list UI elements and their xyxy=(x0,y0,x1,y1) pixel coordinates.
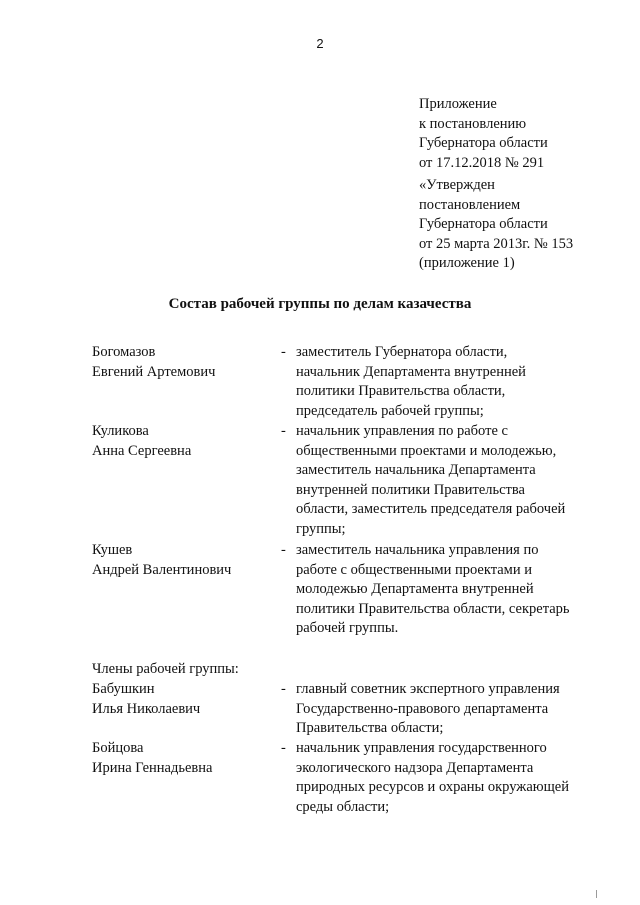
role-line: группы; xyxy=(296,520,346,537)
role-line: заместитель начальника управления по xyxy=(296,542,539,558)
appendix-line: к постановлению xyxy=(419,115,527,132)
role-line: молодежью Департамента внутренней xyxy=(296,581,534,598)
approved-line: (приложение 1) xyxy=(419,255,515,271)
member-given-names: Евгений Артемович xyxy=(92,363,216,380)
member-given-names: Анна Сергеевна xyxy=(92,442,192,459)
member-given-names: Ирина Геннадьевна xyxy=(92,759,213,776)
separator-dash: - xyxy=(281,542,286,558)
member-name xyxy=(92,739,282,778)
member-surname: Бойцова xyxy=(92,740,144,756)
role-line: общественными проектами и молодежью, xyxy=(296,442,557,459)
role-line: внутренней политики Правительства xyxy=(296,481,525,498)
appendix-line: Губернатора области xyxy=(419,135,548,151)
member-given-names: Андрей Валентинович xyxy=(92,561,232,578)
member-surname: Богомазов xyxy=(92,344,156,360)
members-section-label: Члены рабочей группы: xyxy=(92,661,239,677)
role-line: политики Правительства области, xyxy=(296,383,506,400)
member-name xyxy=(92,422,282,461)
appendix-line: Приложение xyxy=(419,96,497,112)
role-line: экологического надзора Департамента xyxy=(296,759,534,776)
approved-line: от 25 марта 2013г. № 153 xyxy=(419,235,574,252)
member-role xyxy=(296,343,596,421)
appendix-block xyxy=(419,95,548,173)
member-role xyxy=(296,739,596,817)
role-line: председатель рабочей группы; xyxy=(296,402,484,419)
role-line: среды области; xyxy=(296,798,390,815)
role-line: работе с общественными проектами и xyxy=(296,561,532,578)
separator-dash: - xyxy=(281,740,286,756)
approved-line: Губернатора области xyxy=(419,216,548,232)
document-title: Состав рабочей группы по делам казачества xyxy=(168,296,472,312)
approved-block xyxy=(419,176,573,274)
role-line: области, заместитель председателя рабочей xyxy=(296,501,566,518)
approved-line: постановлением xyxy=(419,196,521,213)
member-name xyxy=(92,343,282,382)
member-name xyxy=(92,680,282,719)
page-number: 2 xyxy=(316,36,324,51)
role-line: политики Правительства области, секретарь xyxy=(296,600,570,617)
role-line: Правительства области; xyxy=(296,720,444,737)
scan-edge-mark xyxy=(596,890,597,898)
member-role xyxy=(296,541,596,639)
role-line: начальник управления государственного xyxy=(296,740,547,756)
member-surname: Куликова xyxy=(92,423,149,439)
separator-dash: - xyxy=(281,344,286,360)
role-line: Государственно-правового департамента xyxy=(296,700,549,717)
role-line: рабочей группы. xyxy=(296,620,399,637)
approved-line: «Утвержден xyxy=(419,177,495,193)
member-role xyxy=(296,680,596,739)
member-surname: Кушев xyxy=(92,542,133,558)
member-role xyxy=(296,422,596,540)
role-line: начальник управления по работе с xyxy=(296,423,508,439)
member-given-names: Илья Николаевич xyxy=(92,700,201,717)
separator-dash: - xyxy=(281,423,286,439)
role-line: начальник Департамента внутренней xyxy=(296,363,526,380)
role-line: заместитель начальника Департамента xyxy=(296,462,536,479)
separator-dash: - xyxy=(281,681,286,697)
member-surname: Бабушкин xyxy=(92,681,155,697)
role-line: природных ресурсов и охраны окружающей xyxy=(296,779,569,796)
member-name xyxy=(92,541,282,580)
appendix-line: от 17.12.2018 № 291 xyxy=(419,154,545,171)
role-line: главный советник экспертного управления xyxy=(296,681,560,697)
role-line: заместитель Губернатора области, xyxy=(296,344,508,360)
